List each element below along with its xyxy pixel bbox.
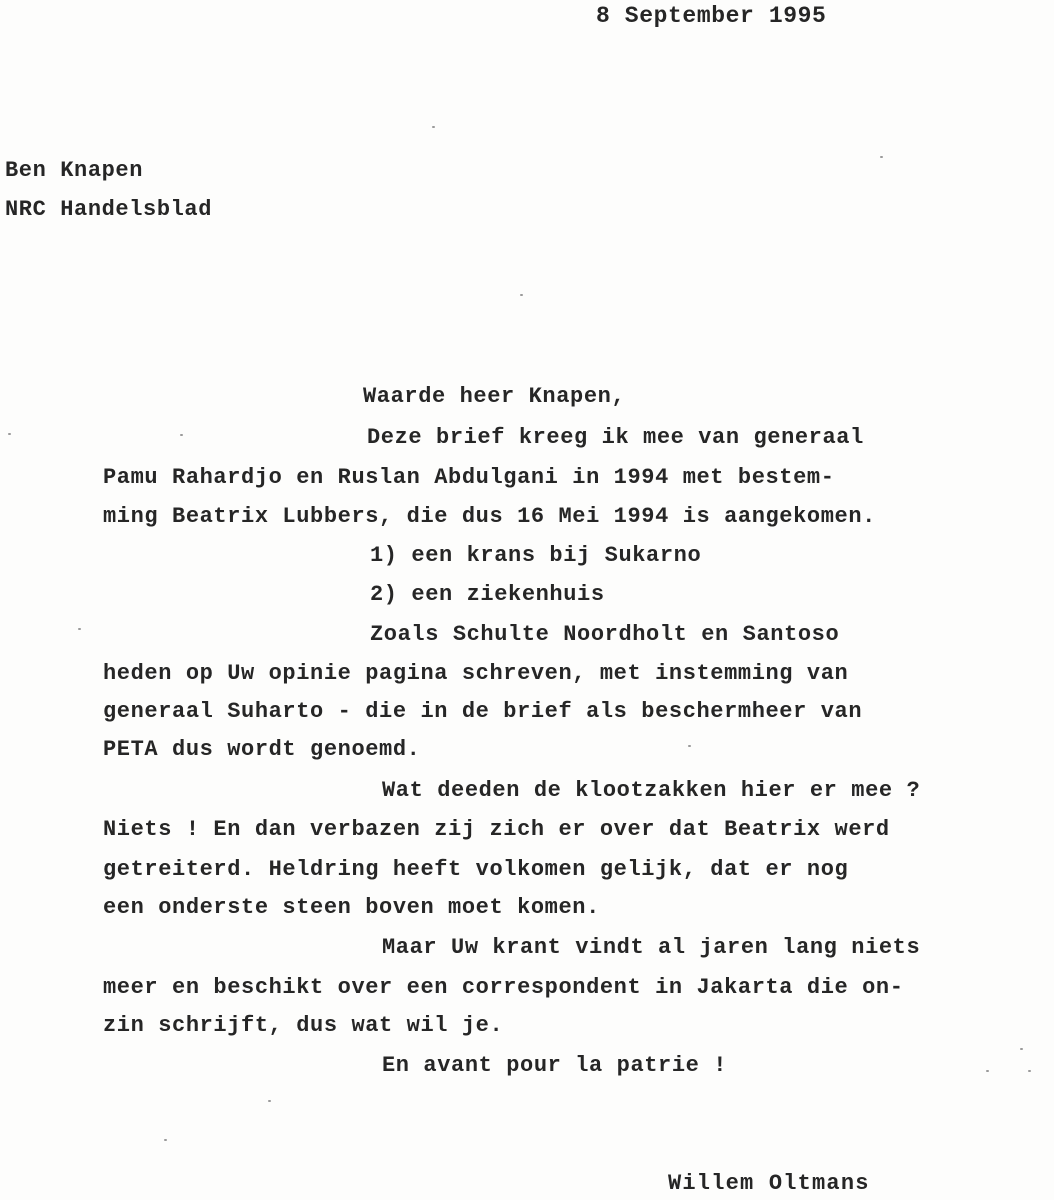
body-line: Pamu Rahardjo en Ruslan Abdulgani in 1994 met bestem- (103, 465, 835, 490)
scan-speck (880, 156, 883, 158)
scan-speck (986, 1070, 989, 1072)
scan-speck (520, 294, 523, 296)
scan-speck (164, 1139, 167, 1141)
scan-speck (688, 745, 691, 747)
scan-speck (8, 433, 11, 435)
salutation: Waarde heer Knapen, (363, 384, 626, 409)
scan-speck (1020, 1048, 1023, 1050)
body-line: Maar Uw krant vindt al jaren lang niets (382, 935, 921, 960)
body-line: Deze brief kreeg ik mee van generaal (367, 425, 864, 450)
scan-speck (432, 126, 435, 128)
body-line: 1) een krans bij Sukarno (370, 543, 702, 568)
body-line: generaal Suharto - die in de brief als beschermheer van (103, 699, 863, 724)
body-line: meer en beschikt over een correspondent in Jakarta die on- (103, 975, 904, 1000)
body-line: ming Beatrix Lubbers, die dus 16 Mei 1994 is aangekomen. (103, 504, 876, 529)
body-line: een onderste steen boven moet komen. (103, 895, 600, 920)
body-line: heden op Uw opinie pagina schreven, met instemming van (103, 661, 849, 686)
signature: Willem Oltmans (668, 1171, 870, 1196)
body-line: PETA dus wordt genoemd. (103, 737, 421, 762)
letter-date: 8 September 1995 (596, 3, 827, 29)
recipient-name: Ben Knapen (5, 158, 144, 183)
body-line: getreiterd. Heldring heeft volkomen gelijk, dat er nog (103, 857, 849, 882)
body-line: Niets ! En dan verbazen zij zich er over dat Beatrix werd (103, 817, 890, 842)
body-line: 2) een ziekenhuis (370, 582, 605, 607)
scan-speck (78, 628, 81, 630)
recipient-organization: NRC Handelsblad (5, 197, 213, 222)
body-line: zin schrijft, dus wat wil je. (103, 1013, 504, 1038)
scan-speck (180, 434, 183, 436)
body-line: Zoals Schulte Noordholt en Santoso (370, 622, 840, 647)
body-line: Wat deeden de klootzakken hier er mee ? (382, 778, 921, 803)
scan-speck (268, 1100, 271, 1102)
scan-speck (1028, 1070, 1031, 1072)
body-line: En avant pour la patrie ! (382, 1053, 728, 1078)
